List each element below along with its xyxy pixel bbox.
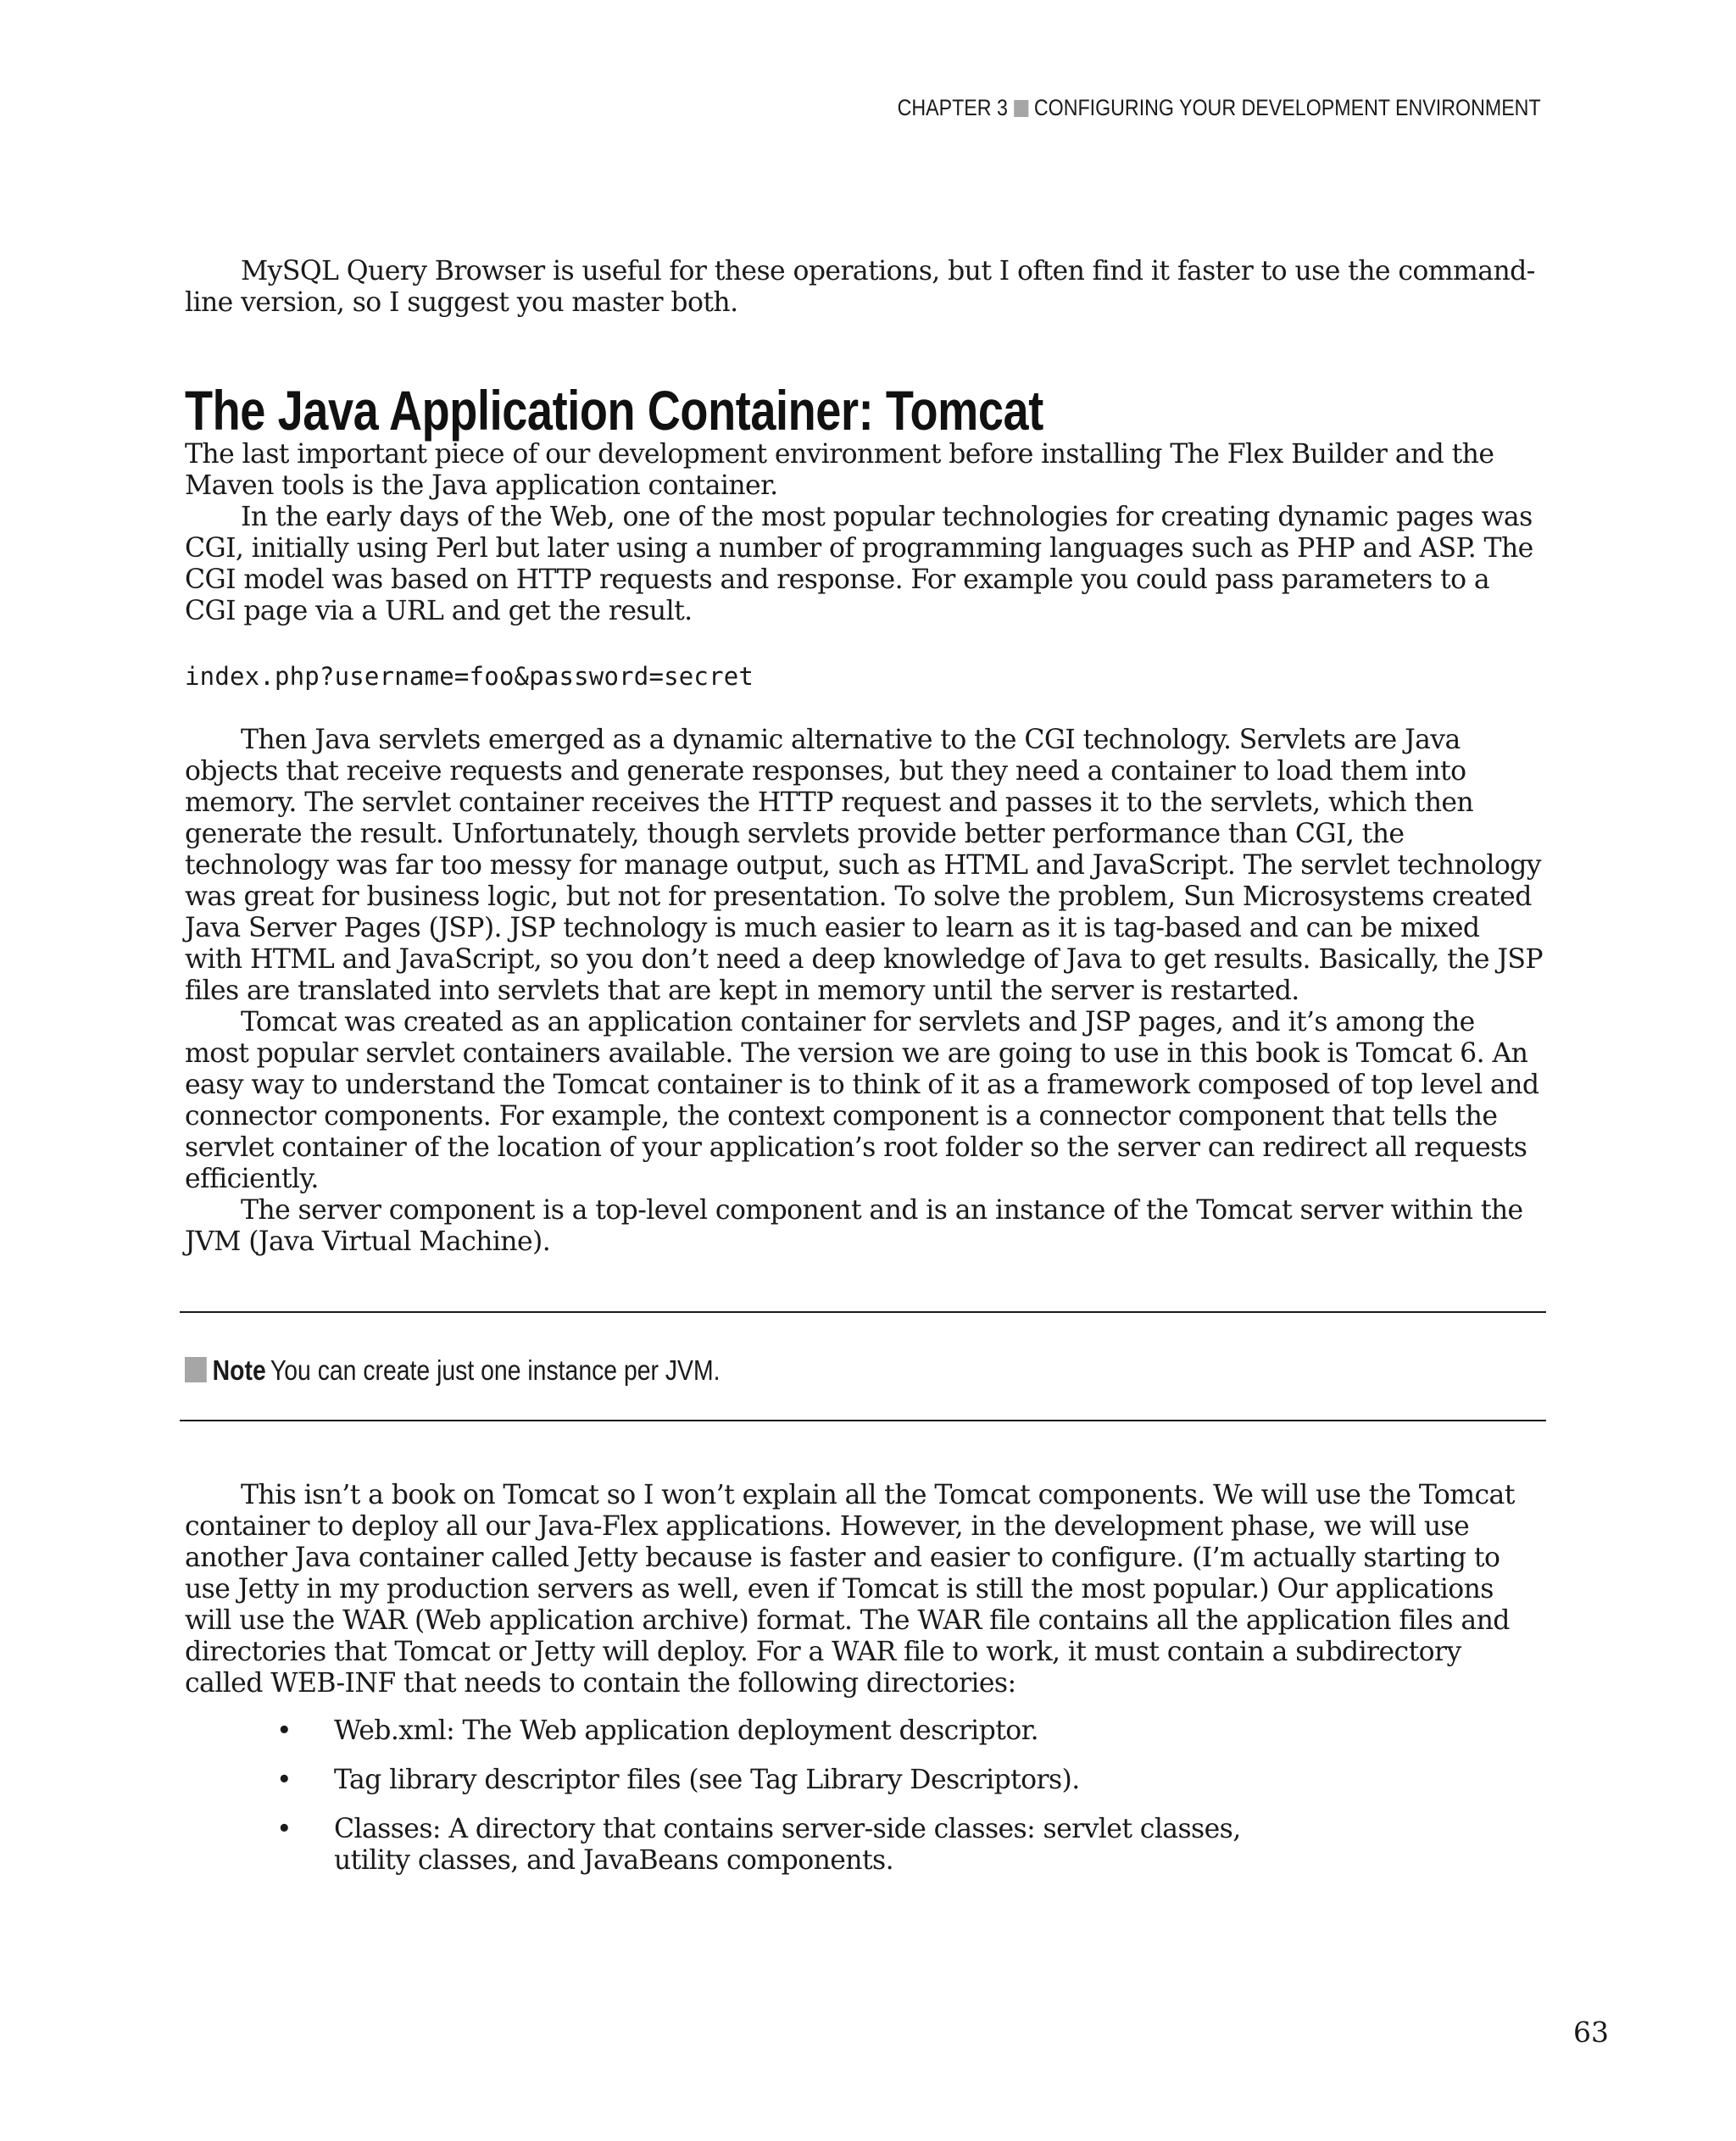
- list-item-text: Web.xml: The Web application deployment descriptor.: [334, 1716, 1039, 1746]
- note-box: [185, 1354, 721, 1387]
- paragraph-6: This isn’t a book on Tomcat so I won’t explain all the Tomcat components. We will use the Tomcat container to deploy all our Java-Flex applications. However, in the development phase, we will use another Java container called Jetty because is faster and easier to configure. (I’m actually starting to use Jetty in my production servers as well, even if Tomcat is still the most popular.) Our applications will use the WAR (Web application archive) format. The WAR file contains all the application files and directories that Tomcat or Jetty will deploy. For a WAR file to work, it must contain a subdirectory called WEB-INF that needs to contain the following directories:: [185, 1480, 1515, 1699]
- list-item: [185, 1716, 1544, 1747]
- note-text: You can create just one instance per JVM.: [270, 1354, 721, 1386]
- bullet-icon: •: [276, 1716, 292, 1746]
- page-number: 63: [1573, 2016, 1609, 2049]
- paragraph-intro: MySQL Query Browser is useful for these operations, but I often find it faster to use the command-line version, so I suggest you master both.: [185, 256, 1535, 318]
- note-bottom-rule: [180, 1420, 1546, 1421]
- paragraph-5: The server component is a top-level component and is an instance of the Tomcat server within the JVM (Java Virtual Machine).: [185, 1195, 1523, 1257]
- paragraph-1: The last important piece of our development environment before installing The Flex Builder and the Maven tools is the Java application container.: [185, 439, 1494, 501]
- bullet-icon: •: [276, 1814, 292, 1844]
- list-item: [185, 1814, 1544, 1877]
- directory-list: [185, 1716, 1544, 1894]
- paragraph-2: In the early days of the Web, one of the most popular technologies for creating dynamic pages was CGI, initially using Perl but later using a number of programming languages such as PHP and ASP. The CGI model was based on HTTP requests and response. For example you could pass parameters to a CGI page via a URL and get the result.: [185, 502, 1533, 626]
- note-label: Note: [212, 1354, 266, 1386]
- list-item: [185, 1765, 1544, 1796]
- section-heading: The Java Application Container: Tomcat: [185, 379, 1043, 442]
- list-item-text: Tag library descriptor files (see Tag Library Descriptors).: [334, 1765, 1080, 1795]
- bullet-icon: •: [276, 1765, 292, 1795]
- square-bullet-icon: [1014, 100, 1028, 117]
- paragraph-4: Tomcat was created as an application container for servlets and JSP pages, and it’s among the most popular servlet containers available. The version we are going to use in this book is Tomcat 6. An easy way to understand the Tomcat container is to think of it as a framework composed of top level and connector components. For example, the context component is a connector component that tells the servlet container of the location of your application’s root folder so the server can redirect all requests efficiently.: [185, 1007, 1539, 1194]
- chapter-title: CONFIGURING YOUR DEVELOPMENT ENVIRONMENT: [1034, 95, 1541, 120]
- running-head: [898, 95, 1541, 121]
- paragraph-3: Then Java servlets emerged as a dynamic alternative to the CGI technology. Servlets are Java objects that receive requests and generate responses, but they need a container to load them into memory. The servlet container receives the HTTP request and passes it to the servlets, which then generate the result. Unfortunately, though servlets provide better performance than CGI, the technology was far too messy for manage output, such as HTML and JavaScript. The servlet technology was great for business logic, but not for presentation. To solve the problem, Sun Microsystems created Java Server Pages (JSP). JSP technology is much easier to learn as it is tag-based and can be mixed with HTML and JavaScript, so you don’t need a deep knowledge of Java to get results. Basically, the JSP files are translated into servlets that are kept in memory until the server is restarted.: [185, 725, 1543, 1006]
- list-item-text: Classes: A directory that contains server-side classes: servlet classes, utility classes, and JavaBeans components.: [334, 1814, 1241, 1876]
- square-bullet-icon: [185, 1357, 207, 1382]
- note-top-rule: [180, 1311, 1546, 1313]
- code-snippet: index.php?username=foo&password=secret: [185, 662, 754, 691]
- chapter-number: CHAPTER 3: [897, 95, 1009, 120]
